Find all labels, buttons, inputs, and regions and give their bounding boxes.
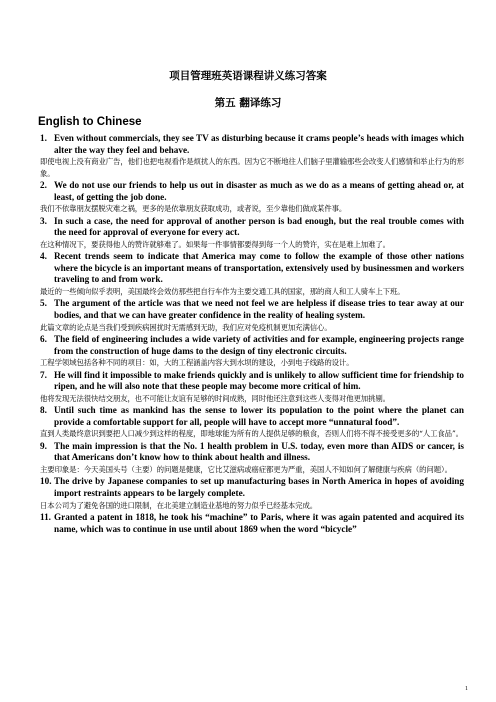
chinese-translation: 此篇文章的论点是当我们受到疾病困扰时无需感到无助，我们应对免疫机制更加充满信心。 xyxy=(40,322,332,332)
english-sentence: In such a case, the need for approval of another person is bad enough, but the real trouble comes with the need for approval of everyone for every act. xyxy=(54,215,464,238)
item-number: 10. xyxy=(40,476,52,487)
english-sentence: Until such time as mankind has the sense to lower its population to the point where the planet can provide a comfortable support for all, people will have to accept more “unnatural food”. xyxy=(54,405,464,427)
chinese-translation: 主要印象是：今天美国头号（主要）的问题是健康，它比艾滋病或癌症都更为严重，美国人不知如何了解健康与疾病（的问题）。 xyxy=(40,464,452,474)
document-title: 项目管理班英语课程讲义练习答案 xyxy=(169,70,327,82)
english-sentence: The argument of the article was that we need not feel we are helpless if disease tries to tear away at our bodies, and that we can have greater confidence in the reality of healing system. xyxy=(54,298,464,320)
document-subtitle: 第五 翻译练习 xyxy=(214,97,282,109)
chinese-translation: 他将发现无法很快结交朋友，也不可能让友谊有足够的时间成熟，同时他还注意到这些人变得对他更加挑剔。 xyxy=(40,393,390,403)
list-item xyxy=(40,512,464,535)
chinese-translation: 我们不依靠朋友摆脱灾难之祸，更多的是依靠朋友获取成功，或者说，至少靠他们做成某件事。 xyxy=(40,204,347,214)
section-heading: English to Chinese xyxy=(38,116,142,128)
chinese-translation: 工程学领域包括各种不同的项目：如，大的工程涵盖内容大到水坝的建设，小到电子线路的设计。 xyxy=(40,358,354,368)
item-number: 8. xyxy=(40,405,47,416)
item-number: 4. xyxy=(40,251,47,262)
chinese-translation: 即使电视上没有商业广告，他们也把电视看作是烦扰人的东西。因为它不断地往人们脑子里灌输那些会改变人们感情和举止行为的形象。 xyxy=(40,157,464,178)
page-number: 1 xyxy=(465,686,468,692)
item-number: 6. xyxy=(40,333,47,344)
english-sentence: He will find it impossible to make friends quickly and is unlikely to allow sufficient time for friendship to ripen, and he will also note that these people may become more critical of him. xyxy=(54,369,464,392)
item-number: 9. xyxy=(40,440,47,451)
list-item xyxy=(40,405,464,440)
english-sentence: Recent trends seem to indicate that America may come to follow the example of those other nations where the bicycle is an important means of transportation, extensively used by businessmen and workers traveling to and from work. xyxy=(54,251,464,285)
chinese-translation: 在这种情况下，要获得他人的赞许就够难了。如果每一件事情都要得到每一个人的赞许，实在是难上加难了。 xyxy=(40,239,390,249)
item-number: 2. xyxy=(40,180,47,190)
english-sentence: The main impression is that the No. 1 health problem in U.S. today, even more than AIDS or cancer, is that Americans don’t know how to think about health and illness. xyxy=(54,440,464,463)
english-sentence: Even without commercials, they see TV as disturbing because it crams people’s heads with images which alter the way they feel and behave. xyxy=(54,133,464,155)
list-item xyxy=(40,133,464,179)
translation-list xyxy=(40,133,464,535)
item-number: 1. xyxy=(40,133,47,143)
item-number: 11. xyxy=(40,511,51,522)
chinese-translation: 最近的一些倾向似乎表明，美国最终会效仿那些把自行车作为主要交通工具的国家，那的商人和工人骑车上下班。 xyxy=(40,286,405,296)
list-item xyxy=(40,298,464,333)
chinese-translation: 日本公司为了避免各国的进口限制，在北美建立制造业基地的努力似乎已经基本完成。 xyxy=(40,500,318,510)
english-sentence: Granted a patent in 1818, he took his “machine” to Paris, where it was again patented and acquired its name, which was to continue in use until about 1869 when the word “bicycle” xyxy=(54,511,464,534)
list-item xyxy=(40,441,464,476)
english-sentence: The field of engineering includes a wide variety of activities and for example, engineering projects range from the construction of huge dams to the design of tiny electronic circuits. xyxy=(54,333,464,356)
list-item xyxy=(40,180,464,215)
item-number: 7. xyxy=(40,369,47,380)
list-item xyxy=(40,251,464,297)
chinese-translation: 直到人类最终意识到要把人口减少到这样的程度，即地球能为所有的人提供足够的粮食，否则人们将不得不接受更多的“人工食品”。 xyxy=(40,429,463,439)
list-item xyxy=(40,334,464,369)
list-item xyxy=(40,216,464,251)
item-number: 3. xyxy=(40,215,47,226)
english-sentence: We do not use our friends to help us out in disaster as much as we do as a means of getting ahead or, at least, of getting the job done. xyxy=(54,180,464,202)
english-sentence: The drive by Japanese companies to set up manufacturing bases in North America in hopes of avoiding import restraints appears to be largely complete. xyxy=(54,476,464,498)
list-item xyxy=(40,370,464,405)
item-number: 5. xyxy=(40,298,47,309)
list-item xyxy=(40,476,464,511)
